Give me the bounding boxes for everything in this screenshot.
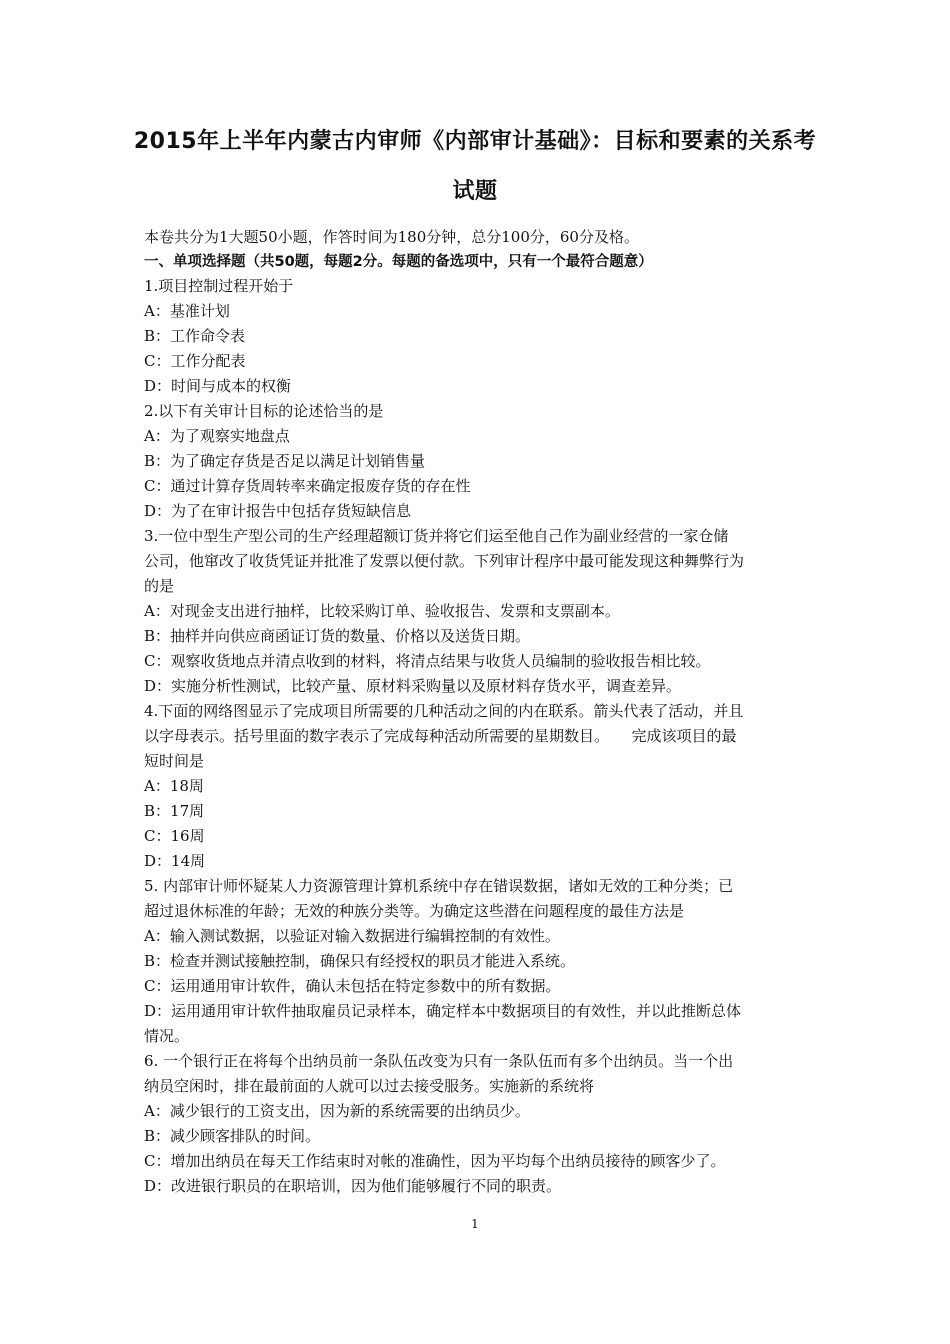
question-5-option-d-line-2: 情况。 [144,1027,190,1045]
exam-intro: 本卷共分为1大题50小题，作答时间为180分钟，总分100分，60分及格。 [144,228,639,246]
question-3-stem-line-1: 3.一位中型生产型公司的生产经理超额订货并将它们运至他自己作为副业经营的一家仓储 [144,527,729,545]
question-6-stem-line-2: 纳员空闲时，排在最前面的人就可以过去接受服务。实施新的系统将 [144,1077,595,1095]
question-3-stem-line-3: 的是 [144,577,175,595]
question-4-option-b: B：17周 [144,802,205,820]
question-5-option-c: C：运用通用审计软件，确认未包括在特定参数中的所有数据。 [144,977,561,995]
question-6-option-a: A：减少银行的工资支出，因为新的系统需要的出纳员少。 [144,1102,530,1120]
question-2-stem: 2.以下有关审计目标的论述恰当的是 [144,402,384,420]
question-6-option-c: C：增加出纳员在每天工作结束时对帐的准确性，因为平均每个出纳员接待的顾客少了。 [144,1152,726,1170]
question-3-option-c: C：观察收货地点并清点收到的材料，将清点结果与收货人员编制的验收报告相比较。 [144,652,711,670]
question-5-option-d-line-1: D：运用通用审计软件抽取雇员记录样本，确定样本中数据项目的有效性，并以此推断总体 [144,1002,742,1020]
question-6-stem-line-1: 6. 一个银行正在将每个出纳员前一条队伍改变为只有一条队伍而有多个出纳员。当一个出 [144,1052,734,1070]
question-5-option-b: B：检查并测试接触控制，确保只有经授权的职员才能进入系统。 [144,952,576,970]
exam-title-line-1: 2015年上半年内蒙古内审师《内部审计基础》：目标和要素的关系考 [133,129,817,154]
question-3-option-d: D：实施分析性测试，比较产量、原材料采购量以及原材料存货水平，调查差异。 [144,677,682,695]
question-1-option-b: B：工作命令表 [144,327,246,345]
question-2-option-b: B：为了确定存货是否足以满足计划销售量 [144,452,426,470]
question-4-stem-line-1: 4.下面的网络图显示了完成项目所需要的几种活动之间的内在联系。箭头代表了活动，并且 [144,702,744,720]
section-heading: 一、单项选择题（共50题，每题2分。每题的备选项中，只有一个最符合题意） [144,254,653,270]
question-5-stem-line-1: 5. 内部审计师怀疑某人力资源管理计算机系统中存在错误数据，诸如无效的工种分类；已 [144,877,734,895]
question-6-option-b: B：减少顾客排队的时间。 [144,1127,321,1145]
question-3-stem-line-2: 公司，他窜改了收货凭证并批准了发票以便付款。下列审计程序中最可能发现这种舞弊行为 [144,552,745,570]
question-1-option-c: C：工作分配表 [144,352,246,370]
question-3-option-a: A：对现金支出进行抽样，比较采购订单、验收报告、发票和支票副本。 [144,602,620,620]
question-4-option-c: C：16周 [144,827,205,845]
question-2-option-c: C：通过计算存货周转率来确定报废存货的存在性 [144,477,471,495]
question-4-stem-line-2: 以字母表示。括号里面的数字表示了完成每种活动所需要的星期数目。 完成该项目的最 [144,727,737,745]
question-3-option-b: B：抽样并向供应商函证订货的数量、价格以及送货日期。 [144,627,531,645]
page-number: 1 [471,1217,479,1231]
question-5-option-a: A：输入测试数据，以验证对输入数据进行编辑控制的有效性。 [144,927,560,945]
exam-title-line-2: 试题 [452,179,498,204]
question-4-option-d: D：14周 [144,852,206,870]
question-2-option-a: A：为了观察实地盘点 [144,427,290,445]
question-1-option-a: A：基准计划 [144,302,230,320]
question-1-option-d: D：时间与成本的权衡 [144,377,292,395]
question-1-stem: 1.项目控制过程开始于 [144,277,294,295]
question-4-stem-line-3: 短时间是 [144,752,205,770]
question-2-option-d: D：为了在审计报告中包括存货短缺信息 [144,502,412,520]
question-4-option-a: A：18周 [144,777,204,795]
question-6-option-d: D：改进银行职员的在职培训，因为他们能够履行不同的职责。 [144,1177,562,1195]
question-5-stem-line-2: 超过退休标准的年龄；无效的种族分类等。为确定这些潜在问题程度的最佳方法是 [144,902,685,920]
